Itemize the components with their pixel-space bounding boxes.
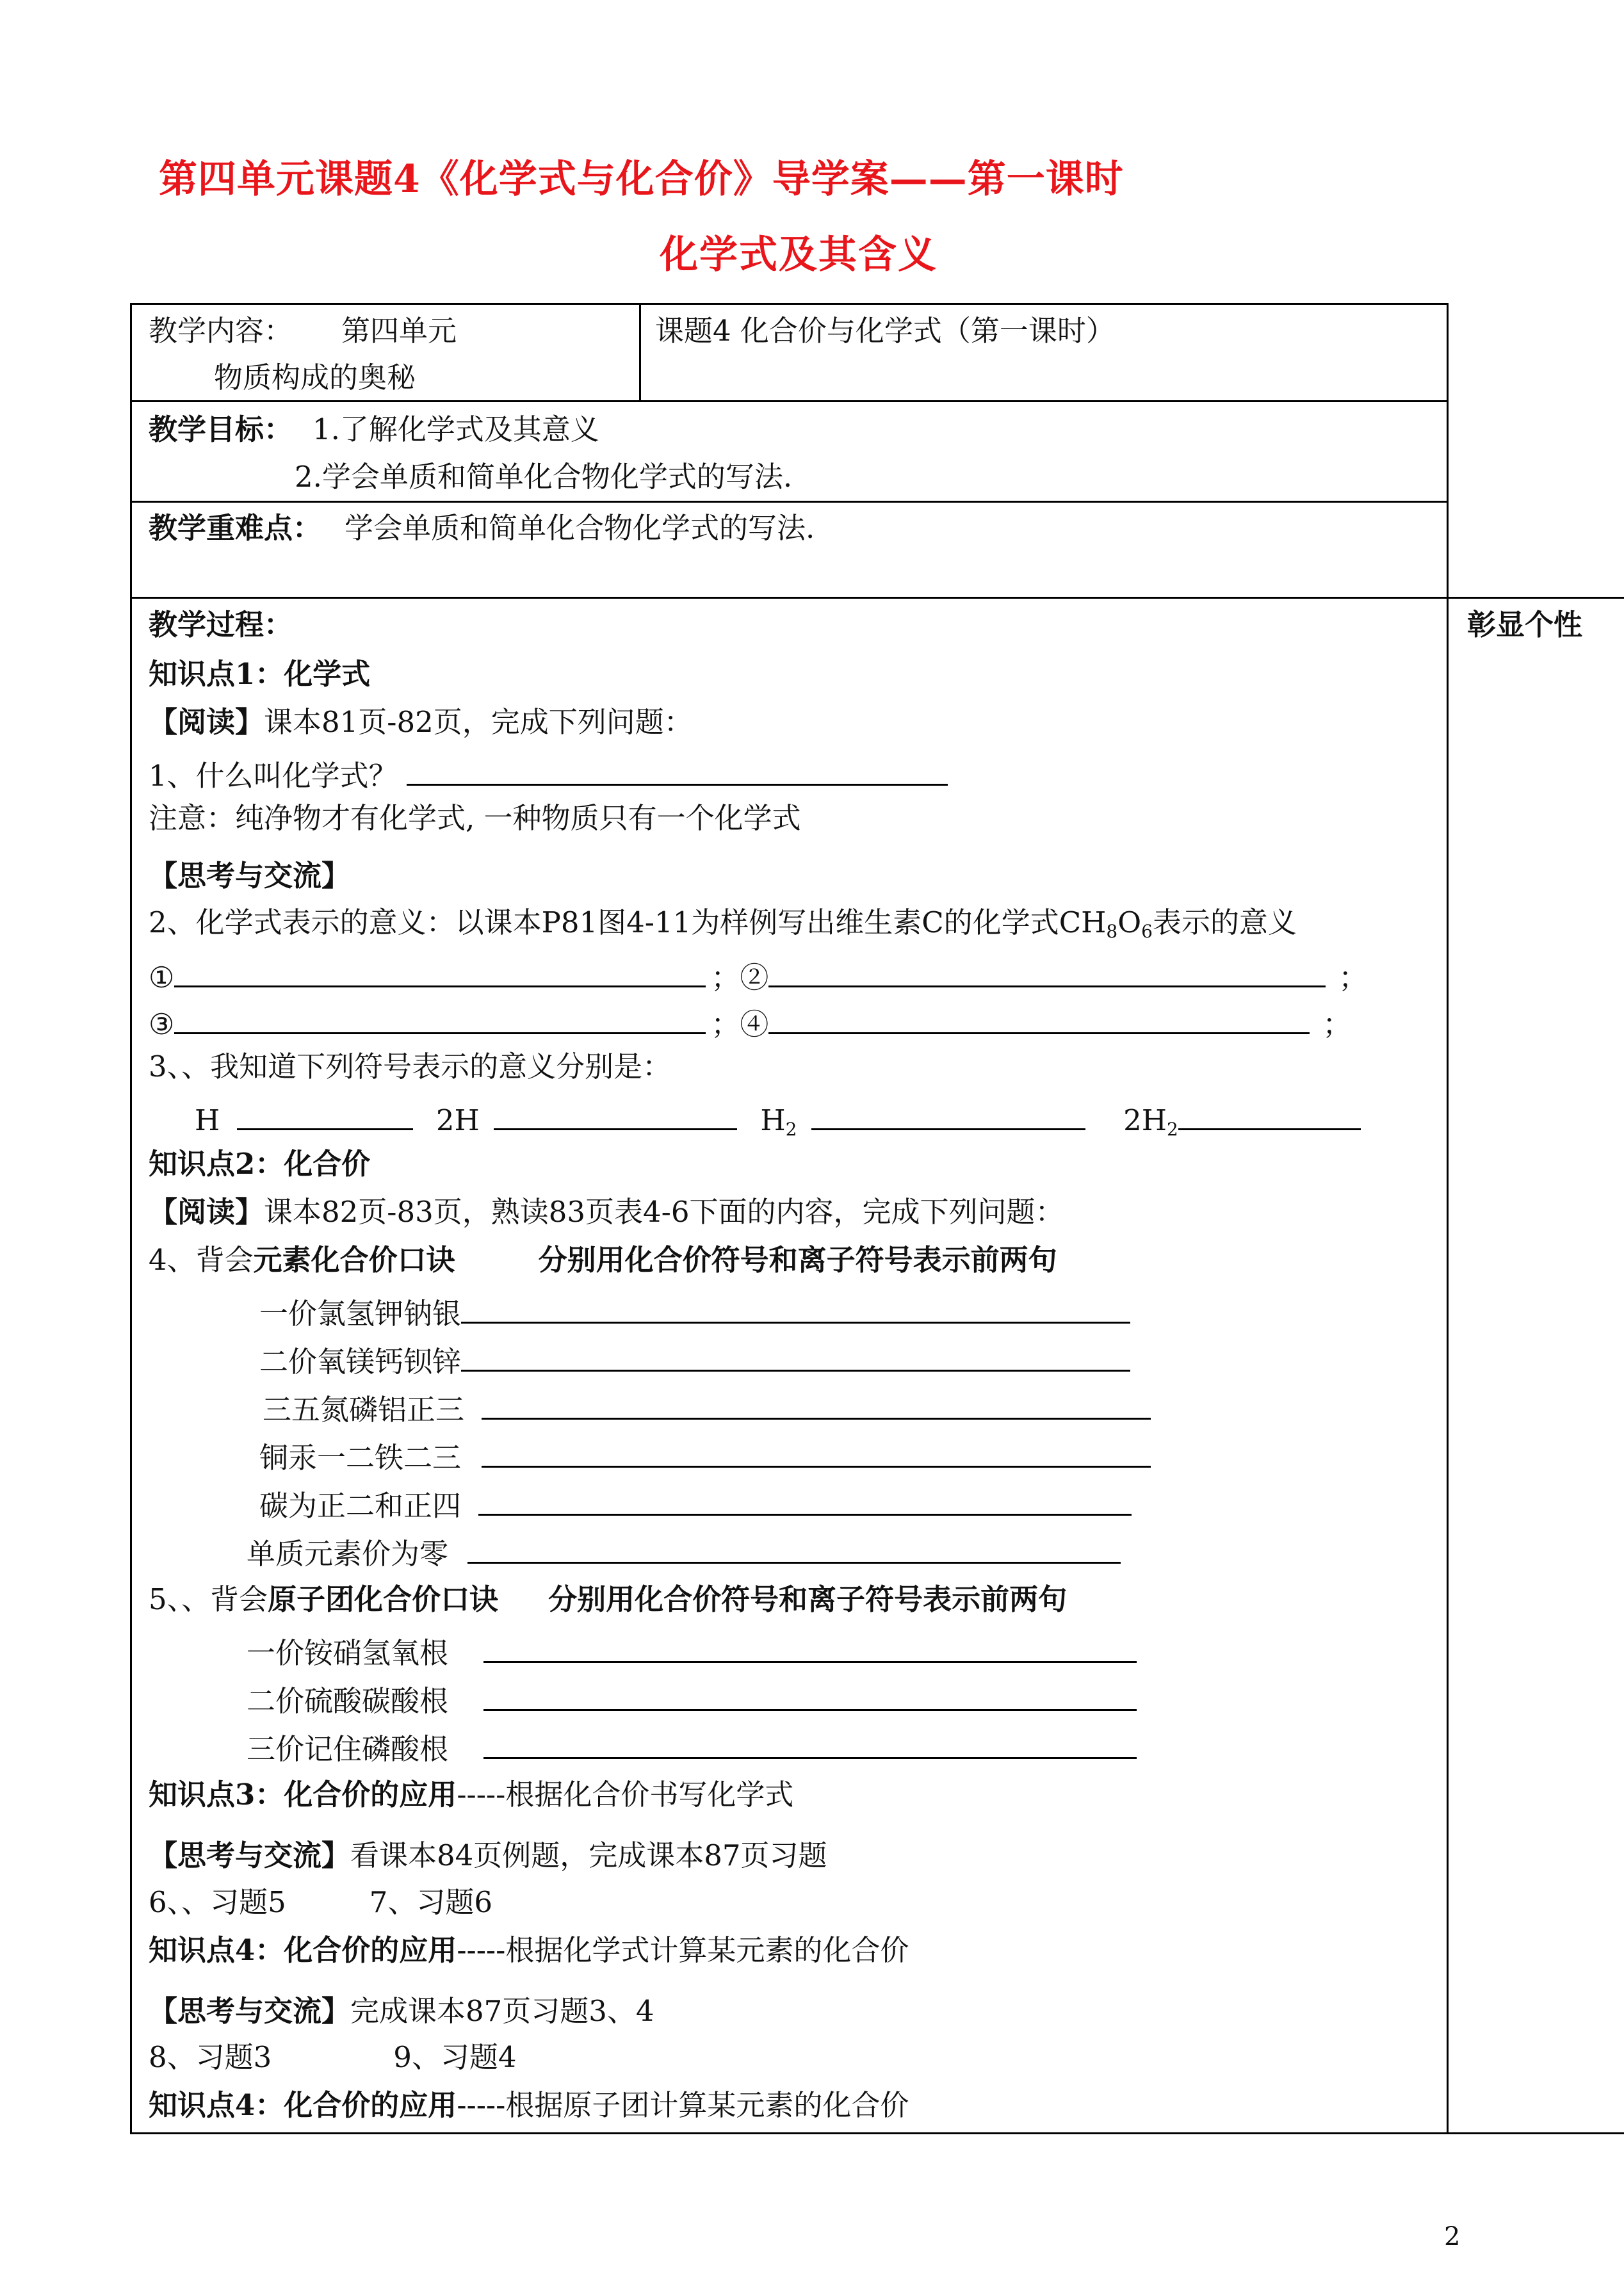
objective-2: 2.学会单质和简单化合物化学式的写法. xyxy=(295,460,793,494)
symbol-h2: $H_2$ xyxy=(760,1103,797,1140)
verse-text: 三五氮磷铝正三 xyxy=(263,1393,465,1427)
topic-label: 课题4 化合价与化学式（第一课时） xyxy=(655,314,1115,348)
exercise-row-1 xyxy=(149,1885,493,1919)
think-2-text: 看课本84页例题，完成课本87页习题 xyxy=(350,1838,827,1872)
question-4-bold: 元素化合价口诀 xyxy=(253,1243,455,1277)
think-2 xyxy=(149,1838,827,1872)
answer-blank-radical-3[interactable] xyxy=(483,1729,1137,1759)
key-points-label: 教学重难点： xyxy=(149,511,322,545)
verse-text: 二价氧镁钙钡锌 xyxy=(259,1345,462,1379)
knowledge-point-1: 知识点1：化学式 xyxy=(149,657,371,691)
knowledge-point-3 xyxy=(149,1778,794,1812)
vitamin-c-formula: $CH_8O_6$ xyxy=(1059,905,1153,942)
read-2 xyxy=(149,1195,1064,1229)
exercise-6: 6、、习题5 xyxy=(149,1885,286,1919)
symbol-2h: 2H xyxy=(435,1103,480,1137)
exercise-8: 8、习题3 xyxy=(149,2040,272,2074)
radical-verse-2 xyxy=(247,1681,1137,1718)
question-2-prefix: 2、化学式表示的意义：以课本P81图4-11为样例写出维生素C的化学式 xyxy=(149,905,1059,939)
semicolon: ； xyxy=(711,961,740,994)
answer-blank-verse-4[interactable] xyxy=(482,1438,1151,1468)
page-subtitle: 化学式及其含义 xyxy=(660,232,938,277)
unit-name: 物质构成的奥秘 xyxy=(214,361,416,394)
table-divider-process xyxy=(1447,597,1449,2134)
question-5-prefix: 5、、背会 xyxy=(149,1582,268,1616)
question-3: 3、、我知道下列符号表示的意义分别是： xyxy=(149,1050,672,1083)
exercise-7: 7、习题6 xyxy=(369,1885,493,1919)
exercise-row-2 xyxy=(149,2040,517,2074)
question-4 xyxy=(149,1243,1057,1277)
verse-text: 铜汞一二铁二三 xyxy=(259,1441,462,1475)
kp5-bold: 知识点4：化合价的应用 xyxy=(149,2088,457,2122)
answer-blank-h2[interactable] xyxy=(811,1100,1085,1130)
kp3-rest: -----根据化合价书写化学式 xyxy=(457,1778,794,1812)
verse-text: 二价硫酸碳酸根 xyxy=(247,1684,449,1718)
verse-text: 碳为正二和正四 xyxy=(259,1489,462,1523)
answer-blank-verse-2[interactable] xyxy=(461,1342,1130,1372)
think-2-tag: 【思考与交流】 xyxy=(149,1838,351,1872)
key-points-text: 学会单质和简单化合物化学式的写法. xyxy=(345,511,815,545)
read-1-tag: 【阅读】 xyxy=(149,705,264,739)
answer-blank-meaning-3[interactable] xyxy=(174,1004,706,1034)
objectives-label: 教学目标： xyxy=(149,412,293,446)
answer-blank-verse-1[interactable] xyxy=(461,1293,1130,1324)
question-4-instruction: 分别用化合价符号和离子符号表示前两句 xyxy=(538,1243,1057,1277)
knowledge-point-2: 知识点2：化合价 xyxy=(149,1147,371,1181)
question-5-instruction: 分别用化合价符号和离子符号表示前两句 xyxy=(548,1582,1068,1616)
question-5 xyxy=(149,1582,1068,1616)
answer-blank-2h[interactable] xyxy=(494,1100,737,1130)
semicolon: ； xyxy=(1338,961,1368,994)
circle-4: ④ xyxy=(740,1007,769,1041)
read-1-text: 课本81页-82页，完成下列问题： xyxy=(264,705,693,739)
circle-3: ③ xyxy=(149,1007,175,1041)
answer-blank-radical-1[interactable] xyxy=(483,1633,1137,1663)
circle-2: ② xyxy=(740,961,769,994)
unit-label: 第四单元 xyxy=(341,314,457,348)
page-title: 第四单元课题4《化学式与化合价》导学案——第一课时 xyxy=(159,157,1124,202)
think-tag-1: 【思考与交流】 xyxy=(149,859,351,893)
symbol-2h2: $2H_2$ xyxy=(1123,1103,1178,1140)
read-2-tag: 【阅读】 xyxy=(149,1195,264,1229)
answer-blank-meaning-4[interactable] xyxy=(768,1004,1310,1034)
question-1-text: 1、什么叫化学式？ xyxy=(149,759,398,793)
valence-verse-3 xyxy=(263,1390,1151,1427)
think-3-tag: 【思考与交流】 xyxy=(149,1994,351,2028)
verse-text: 三价记住磷酸根 xyxy=(247,1732,449,1766)
table-border-bottom xyxy=(130,2132,1624,2134)
valence-verse-4 xyxy=(259,1438,1151,1475)
knowledge-point-4 xyxy=(149,1933,909,1967)
answer-blank-2h2[interactable] xyxy=(1178,1100,1361,1130)
table-row-line-2 xyxy=(130,501,1449,503)
circle-1: ① xyxy=(149,961,175,994)
question-5-bold: 原子团化合价口诀 xyxy=(268,1582,499,1616)
note: 注意：纯净物才有化学式, 一种物质只有一个化学式 xyxy=(149,801,801,835)
radical-verse-1 xyxy=(247,1633,1137,1670)
valence-verse-6 xyxy=(247,1534,1121,1571)
answer-blank-q1[interactable] xyxy=(407,756,948,786)
verse-text: 一价氯氢钾钠银 xyxy=(259,1297,462,1331)
kp4-bold: 知识点4：化合价的应用 xyxy=(149,1933,457,1967)
question-2 xyxy=(149,905,1297,942)
read-2-text: 课本82页-83页，熟读83页表4-6下面的内容，完成下列问题： xyxy=(264,1195,1064,1229)
answer-blank-verse-3[interactable] xyxy=(482,1390,1151,1420)
valence-verse-2 xyxy=(259,1342,1130,1379)
process-label: 教学过程： xyxy=(149,608,293,642)
exercise-9: 9、习题4 xyxy=(393,2040,517,2074)
objective-1: 1.了解化学式及其意义 xyxy=(313,412,599,446)
question-2-suffix: 表示的意义 xyxy=(1152,905,1297,939)
table-border-top xyxy=(130,303,1449,305)
think-3 xyxy=(149,1994,654,2028)
question-4-prefix: 4、背会 xyxy=(149,1243,254,1277)
knowledge-point-5 xyxy=(149,2088,909,2122)
page-number: 2 xyxy=(1444,2222,1461,2251)
answer-blank-meaning-1[interactable] xyxy=(174,957,706,987)
meaning-row-2 xyxy=(149,1004,1351,1039)
meaning-row-1 xyxy=(149,957,1367,992)
content-label: 教学内容： xyxy=(149,314,293,348)
answer-blank-h[interactable] xyxy=(237,1100,413,1130)
table-border-right-upper xyxy=(1447,303,1449,599)
answer-blank-radical-2[interactable] xyxy=(483,1681,1137,1711)
kp3-bold: 知识点3：化合价的应用 xyxy=(149,1778,457,1812)
read-1 xyxy=(149,705,693,739)
semicolon: ； xyxy=(711,1007,740,1041)
symbol-h: H xyxy=(195,1103,220,1137)
table-row-line-1 xyxy=(130,400,1449,402)
verse-text: 单质元素价为零 xyxy=(247,1537,449,1571)
answer-blank-meaning-2[interactable] xyxy=(768,957,1326,987)
question-1 xyxy=(149,756,948,793)
radical-verse-3 xyxy=(247,1729,1137,1764)
think-3-text: 完成课本87页习题3、4 xyxy=(350,1994,654,2028)
symbols-row xyxy=(195,1100,1361,1139)
kp5-rest: -----根据原子团计算某元素的化合价 xyxy=(457,2088,909,2122)
table-border-left xyxy=(130,303,132,2134)
side-column-label: 彰显个性 xyxy=(1467,608,1583,642)
table-divider-header-mid xyxy=(639,303,641,401)
valence-verse-5 xyxy=(259,1486,1132,1523)
kp4-rest: -----根据化学式计算某元素的化合价 xyxy=(457,1933,909,1967)
semicolon: ； xyxy=(1322,1007,1352,1041)
valence-verse-1 xyxy=(259,1293,1130,1331)
table-row-line-3 xyxy=(130,597,1624,599)
answer-blank-verse-6[interactable] xyxy=(467,1534,1121,1564)
answer-blank-verse-5[interactable] xyxy=(478,1486,1132,1516)
verse-text: 一价铵硝氢氧根 xyxy=(247,1636,449,1670)
